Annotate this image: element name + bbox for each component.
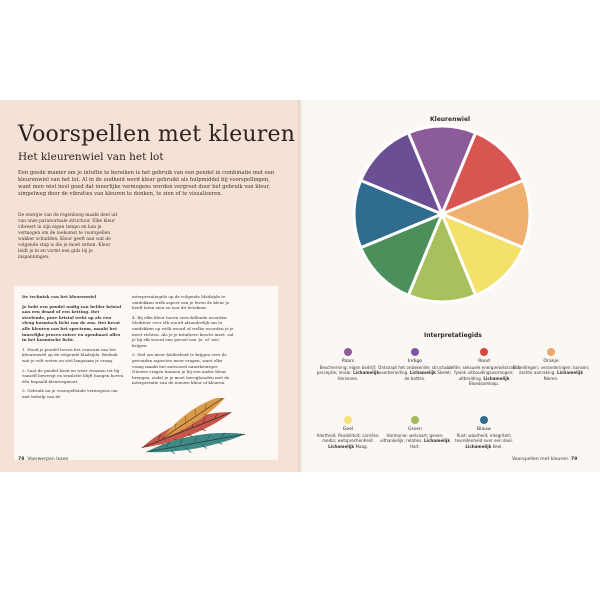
guide-color-name: Blauw xyxy=(477,427,491,432)
page-subtitle: Het kleurenwiel van het lot xyxy=(18,151,164,163)
guide-title: Interpretatiegids xyxy=(424,332,482,339)
guide-description: Ontsnapt het onbekende; structuur; voorbereiding. Lichamelijk Skelet; de botten. xyxy=(378,365,452,381)
guide-item-oranje xyxy=(512,348,590,381)
technique-box xyxy=(14,286,278,460)
intro-paragraph: Een goede manier om je intuïtie te bereiken is het gebruik van een pendel in combinatie met een kleurenwiel van het lot. Al in de oudheid werd kleur gebruikt als hulpmiddel bij voorspellingen, want men wist heel goed dat innerlijke vermogens worden vergroot door het gebruik van kleur, simpelweg door de vibraties van kleuren te denken, te zien of te visualiseren. xyxy=(18,170,275,198)
rainbow-paragraph: De energie van de regenboog maakt deel uit van onze paranormale structuur. Elke kleur vibreert in zijn eigen tempo en kan je vermogen om de toekomst te voorspellen wakker schudden. Kleur geeft aan wat de volgende stap is die je moet zetten. Kleur leidt je in en vormt een gids bij je inspanningen. xyxy=(18,213,118,260)
step-5: 5. Stel om meer helderheid te krijgen over de gevonden aspecten meer vragen, want elke vraag maakt het antwoord nauwkeuriger. Nieuwe vragen kunnen je bij een ander kleur brengen, zodat je je moet herogbouden met de interpretatie van de nieuwe kleur of kleuren. xyxy=(132,352,230,386)
left-running-head: Voorwerpen lezen xyxy=(27,457,69,462)
guide-description: Harmonie; welvaart; geven; uithankelijk; relaties. Lichamelijk Hart. xyxy=(379,433,451,449)
guide-item-groen xyxy=(376,416,454,449)
left-page-number: 78 xyxy=(18,457,25,462)
guide-description: Bescherming; eigen bedrijf; perceptie; leraar. Lichamelijk Hersenen. xyxy=(316,365,380,381)
indigo-swatch xyxy=(411,348,419,356)
step-3: 3. Gebruik nu je voorspellende vermogens om met behulp van de xyxy=(22,388,118,399)
technique-intro: Je hebt een pendel nodig van helder kristal aan een draad of een ketting. Het steelende, pure kristal trekt op als een vleug kosmisch licht van de zon. Het bevat alle kleuren van het spectrum, maakt het innerlijke proces zuiver en openbaart alles in het kosmische licht. xyxy=(22,303,122,343)
book-spread xyxy=(0,100,600,472)
rood-swatch xyxy=(480,348,488,356)
guide-item-blauw xyxy=(445,416,523,449)
right-running-head: Voorspellen met kleuren xyxy=(512,457,568,462)
geel-swatch xyxy=(344,416,352,424)
feathers-illustration xyxy=(132,398,260,454)
guide-color-name: Rood xyxy=(478,359,490,364)
guide-color-name: Oranje xyxy=(543,359,559,364)
guide-color-name: Indigo xyxy=(407,359,423,364)
guide-color-name: Groen xyxy=(408,427,422,432)
guide-description: Scheidingen; veranderingen; kansen; zachte aanraking. Lichamelijk Nieren. xyxy=(512,365,590,381)
step-4: 4. Bij elke kleur horen verschillende woorden. Mediteer over elk woord afzonderlijk om te ontdekken op welk woord of welke woorden je je moet richten. Als je je intuïtieve kracht inzet, zul je bij elk woord een gevoel van 'ja' of 'nee' krijgen. xyxy=(132,314,234,348)
wheel-title: Kleurenwiel xyxy=(430,116,471,123)
paars-swatch xyxy=(344,348,352,356)
technique-column-right xyxy=(132,294,234,390)
groen-swatch xyxy=(411,416,419,424)
technique-heading: De techniek van het kleurenwiel xyxy=(22,294,97,299)
step-3-continued: interpretatiegids op de volgende bladzijde te ontdekken welk aspect van je leven de kleur je heeft laten zien en wat dit betekent. xyxy=(132,294,230,311)
guide-description: Liefde; seksuele energie/wilskracht; fysiek uithoudingsvermogen; uitbreiding. Lichamelijk Bloedsomloop. xyxy=(447,365,521,386)
technique-column-left xyxy=(22,294,124,404)
right-page-number: 79 xyxy=(570,457,578,462)
guide-description: Alertheid; flexibiliteit; carrière; media; wetsprechenheid. Lichamelijk Maag. xyxy=(316,433,380,449)
guide-description: Rust; waarheid; integriteit; tevredenheid over een doel. Lichamelijk Keel. xyxy=(455,433,513,449)
oranje-swatch xyxy=(547,348,555,356)
right-folio xyxy=(512,457,577,462)
guide-color-name: Geel xyxy=(342,427,354,432)
color-wheel xyxy=(352,124,532,304)
page-title: Voorspellen met kleuren xyxy=(18,122,296,147)
left-folio xyxy=(18,457,68,462)
step-2: 2. Laat de pendel heen en weer zwaaien tot hij vanzelf beweegt en tenslotte blijft hangen boven één bepaald kleursegment. xyxy=(22,367,124,384)
book-gutter xyxy=(297,100,303,472)
blauw-swatch xyxy=(480,416,488,424)
guide-item-indigo xyxy=(376,348,454,381)
step-1: 1. Houd je pendel boven het centrum van het kleurenwiel op de volgende bladzijde. Bedenk wat je wilt weten en stel langzaam je vraag. xyxy=(22,346,118,363)
left-page xyxy=(0,100,300,472)
guide-color-name: Paars xyxy=(341,359,355,364)
